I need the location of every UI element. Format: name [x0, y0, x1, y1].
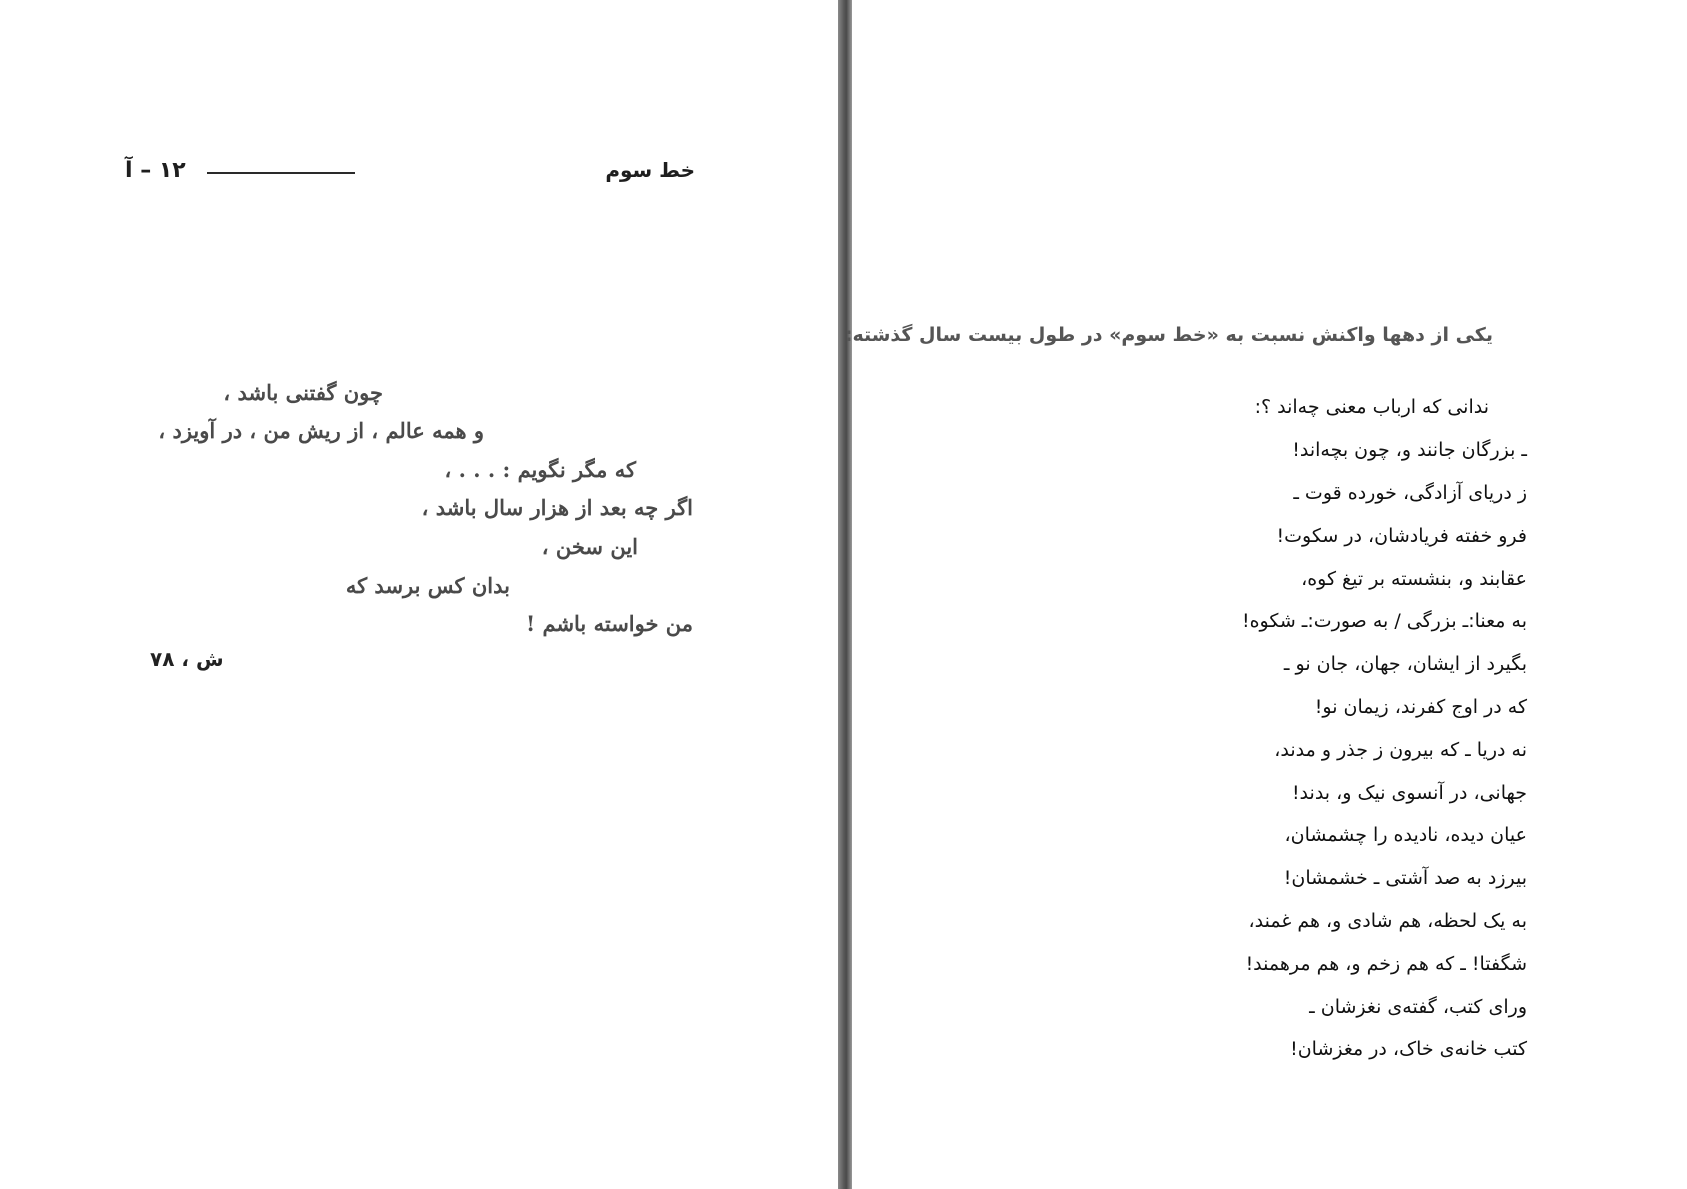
verse-line: و همه عالم ، از ریش من ، در آویزد ، — [158, 418, 484, 443]
right-page — [844, 0, 1687, 1189]
poem-line: ز دریای آزادگی، خورده قوت ـ — [1293, 482, 1527, 504]
poem-line: که در اوج کفرند، زیمان نو! — [1314, 696, 1527, 718]
verse-line: من خواسته باشم ! — [525, 611, 693, 636]
poem-line: فرو خفته فریادشان، در سکوت! — [1276, 525, 1527, 547]
poem-line: عیان دیده، نادیده را چشمشان، — [1284, 824, 1527, 846]
poem-line: عقابند و، بنشسته بر تیغ کوه، — [1301, 568, 1527, 590]
running-head-title: خط سوم — [605, 158, 695, 182]
left-page — [0, 0, 838, 1189]
poem-line: ندانی که ارباب معنی چه‌اند ؟: — [1254, 396, 1489, 418]
poem-line: نه دریا ـ که بیرون ز جذر و مدند، — [1274, 739, 1527, 761]
verse-line: بدان کس برسد که — [345, 573, 510, 598]
verse-line: که مگر نگویم : . . . ، — [444, 457, 636, 482]
verse-line: اگر چه بعد از هزار سال باشد ، — [421, 495, 693, 520]
poem-line: بگیرد از ایشان، جهان، جان نو ـ — [1283, 653, 1527, 675]
poem-line: به معنا:ـ بزرگی / به صورت:ـ شکوه! — [1241, 610, 1527, 632]
verse-line: این سخن ، — [541, 534, 638, 559]
running-head — [115, 158, 695, 194]
poem-line: به یک لحظه، هم شادی و، هم غمند، — [1248, 910, 1527, 932]
poem-line: شگفتا! ـ که هم زخم و، هم مرهمند! — [1245, 953, 1527, 975]
poem-line: ـ بزرگان جانند و، چون بچه‌اند! — [1292, 439, 1527, 461]
book-gutter — [838, 0, 852, 1189]
poem-line: کتب خانه‌ی خاک، در مغزشان! — [1290, 1038, 1527, 1060]
poem-line: جهانی، در آنسوی نیک و، بدند! — [1291, 782, 1527, 804]
poem-line: بیرزد به صد آشتی ـ خشمشان! — [1283, 867, 1527, 889]
verse-line: چون گفتنی باشد ، — [223, 380, 383, 405]
poem-line: ورای کتب، گفته‌ی نغزشان ـ — [1309, 996, 1527, 1018]
running-head-rule — [207, 172, 355, 174]
source-reference: ش ، ۷۸ — [150, 647, 224, 671]
page-number: ۱۲ – آ — [125, 158, 186, 183]
intro-heading: یکی از دهها واکنش نسبت به «خط سوم» در طول بیست سال گذشته: — [844, 324, 1493, 346]
